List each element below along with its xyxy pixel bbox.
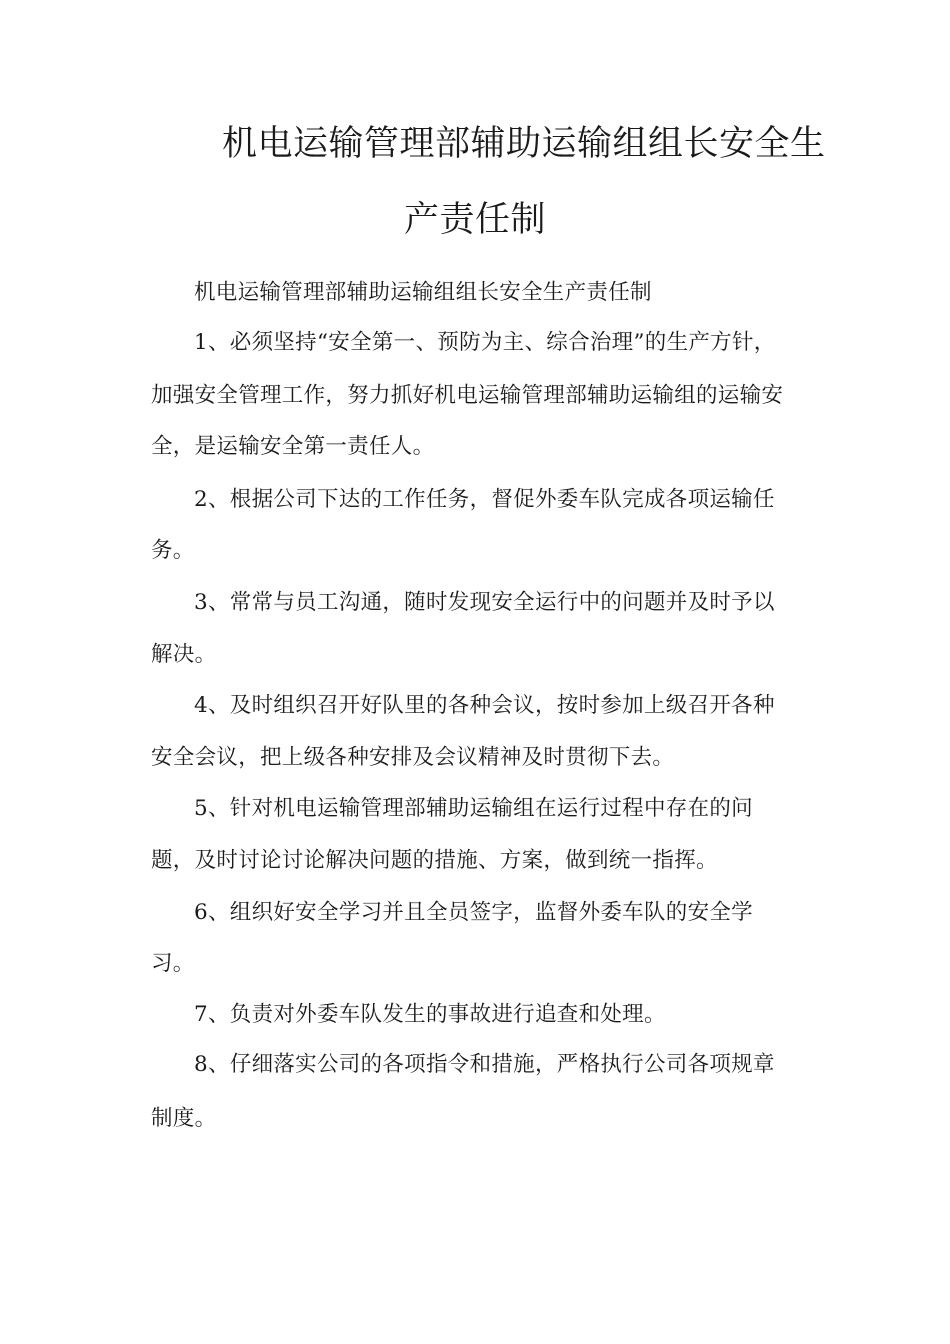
paragraph-1-line-1: 1、必须坚持“安全第一、预防为主、综合治理”的生产方针， bbox=[194, 330, 776, 355]
paragraph-1-line-2: 加强安全管理工作，努力抓好机电运输管理部辅助运输组的运输安 bbox=[151, 383, 784, 408]
paragraph-3-line-2: 解决。 bbox=[151, 642, 217, 667]
paragraph-6-line-2: 习。 bbox=[151, 951, 195, 976]
paragraph-2-line-1: 2、根据公司下达的工作任务，督促外委车队完成各项运输任 bbox=[194, 487, 775, 512]
document-subtitle: 机电运输管理部辅助运输组组长安全生产责任制 bbox=[194, 280, 652, 305]
paragraph-6-line-1: 6、组织好安全学习并且全员签字，监督外委车队的安全学 bbox=[194, 900, 753, 925]
paragraph-4-line-2: 安全会议，把上级各种安排及会议精神及时贯彻下去。 bbox=[151, 745, 675, 770]
paragraph-4-line-1: 4、及时组织召开好队里的各种会议，按时参加上级召开各种 bbox=[194, 693, 775, 718]
paragraph-5-line-2: 题，及时讨论讨论解决问题的措施、方案，做到统一指挥。 bbox=[151, 848, 718, 873]
document-title-line-2: 产责任制 bbox=[404, 200, 547, 240]
paragraph-5-line-1: 5、针对机电运输管理部辅助运输组在运行过程中存在的问 bbox=[194, 796, 753, 821]
document-title-line-1: 机电运输管理部辅助运输组组长安全生 bbox=[222, 124, 826, 164]
paragraph-1-line-3: 全，是运输安全第一责任人。 bbox=[151, 434, 435, 459]
paragraph-7-line-1: 7、负责对外委车队发生的事故进行追查和处理。 bbox=[194, 1002, 666, 1027]
paragraph-8-line-2: 制度。 bbox=[151, 1106, 217, 1131]
paragraph-2-line-2: 务。 bbox=[151, 538, 195, 563]
paragraph-8-line-1: 8、仔细落实公司的各项指令和措施，严格执行公司各项规章 bbox=[194, 1052, 775, 1077]
paragraph-3-line-1: 3、常常与员工沟通，随时发现安全运行中的问题并及时予以 bbox=[194, 590, 775, 615]
